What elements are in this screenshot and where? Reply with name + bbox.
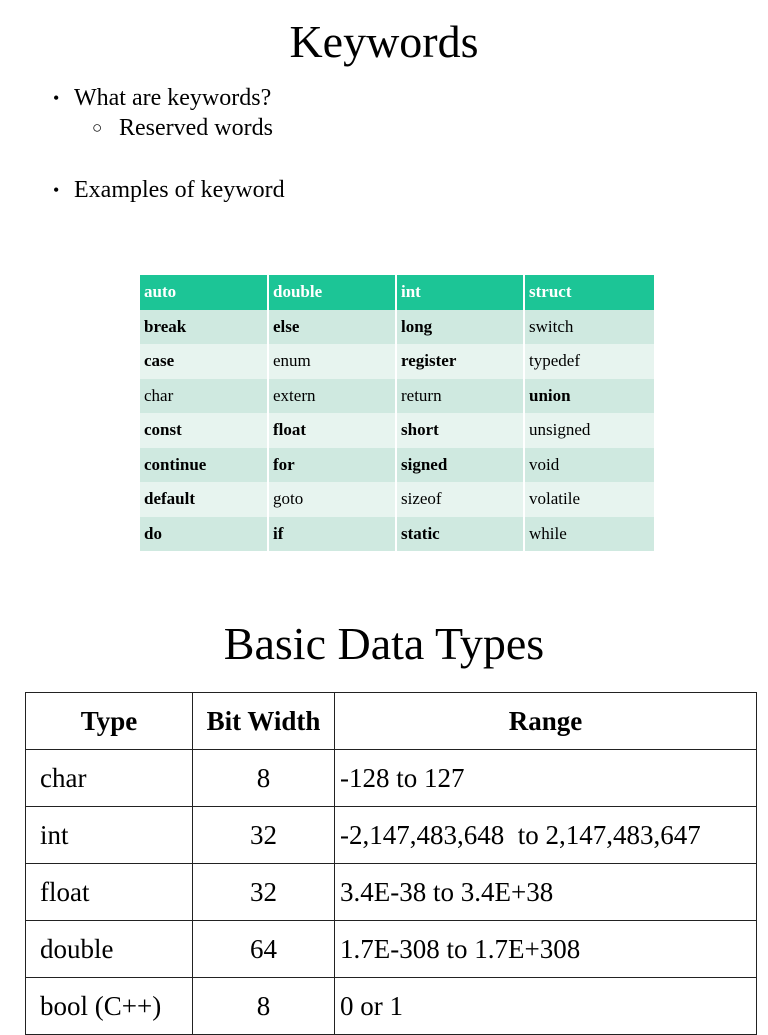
range-cell: 0 or 1 <box>335 978 757 1035</box>
keyword-cell: if <box>268 517 396 552</box>
type-cell: float <box>26 864 193 921</box>
keyword-cell: char <box>140 379 268 414</box>
keyword-cell: goto <box>268 482 396 517</box>
column-header: Type <box>26 693 193 750</box>
keyword-cell: static <box>396 517 524 552</box>
keyword-cell: do <box>140 517 268 552</box>
keyword-cell: continue <box>140 448 268 483</box>
keyword-cell: while <box>524 517 654 552</box>
keyword-cell: unsigned <box>524 413 654 448</box>
keyword-cell: case <box>140 344 268 379</box>
keyword-cell: auto <box>140 275 268 310</box>
hollow-circle-bullet-icon: ○ <box>92 118 103 137</box>
keyword-cell: extern <box>268 379 396 414</box>
keyword-table-row <box>140 517 654 552</box>
bullet-dot-icon: • <box>53 180 60 200</box>
keyword-cell: int <box>396 275 524 310</box>
bullet-item <box>53 83 272 113</box>
keyword-cell: void <box>524 448 654 483</box>
keywords-title: Keywords <box>289 16 479 67</box>
keyword-table-row <box>140 413 654 448</box>
bit-width-cell: 8 <box>193 978 335 1035</box>
bullet-text: Examples of keyword <box>74 177 285 203</box>
datatype-row <box>26 807 757 864</box>
bullet-dot-icon: • <box>53 88 60 108</box>
type-cell: bool (C++) <box>26 978 193 1035</box>
keyword-cell: typedef <box>524 344 654 379</box>
keyword-cell: return <box>396 379 524 414</box>
range-cell: 1.7E-308 to 1.7E+308 <box>335 921 757 978</box>
keyword-cell: signed <box>396 448 524 483</box>
type-cell: char <box>26 750 193 807</box>
keyword-cell: union <box>524 379 654 414</box>
keyword-table-row <box>140 310 654 345</box>
keyword-cell: struct <box>524 275 654 310</box>
keyword-cell: float <box>268 413 396 448</box>
column-header: Bit Width <box>193 693 335 750</box>
datatype-row <box>26 921 757 978</box>
keyword-cell: break <box>140 310 268 345</box>
keyword-table-header-row <box>140 275 654 310</box>
range-cell: -2,147,483,648 to 2,147,483,647 <box>335 807 757 864</box>
keyword-cell: switch <box>524 310 654 345</box>
keyword-cell: double <box>268 275 396 310</box>
keyword-cell: const <box>140 413 268 448</box>
keyword-cell: for <box>268 448 396 483</box>
keyword-cell: sizeof <box>396 482 524 517</box>
sub-bullet-item <box>92 113 273 143</box>
range-cell: 3.4E-38 to 3.4E+38 <box>335 864 757 921</box>
keyword-cell: register <box>396 344 524 379</box>
range-cell: -128 to 127 <box>335 750 757 807</box>
type-cell: int <box>26 807 193 864</box>
keyword-table-row <box>140 379 654 414</box>
datatype-row <box>26 978 757 1035</box>
keyword-table-row <box>140 344 654 379</box>
bit-width-cell: 64 <box>193 921 335 978</box>
datatype-row <box>26 750 757 807</box>
column-header: Range <box>335 693 757 750</box>
keyword-cell: short <box>396 413 524 448</box>
bit-width-cell: 8 <box>193 750 335 807</box>
type-cell: double <box>26 921 193 978</box>
bit-width-cell: 32 <box>193 807 335 864</box>
keyword-cell: volatile <box>524 482 654 517</box>
datatype-table <box>25 692 757 1035</box>
datatype-table-header-row <box>26 693 757 750</box>
bullet-text: What are keywords? <box>74 85 272 111</box>
keyword-cell: long <box>396 310 524 345</box>
bullet-item <box>53 175 285 205</box>
keyword-table-row <box>140 448 654 483</box>
keyword-cell: else <box>268 310 396 345</box>
datatypes-title: Basic Data Types <box>223 618 545 669</box>
keyword-table-row <box>140 482 654 517</box>
sub-bullet-text: Reserved words <box>119 115 273 141</box>
keyword-table <box>140 275 654 551</box>
datatype-row <box>26 864 757 921</box>
keyword-cell: enum <box>268 344 396 379</box>
keyword-cell: default <box>140 482 268 517</box>
bit-width-cell: 32 <box>193 864 335 921</box>
